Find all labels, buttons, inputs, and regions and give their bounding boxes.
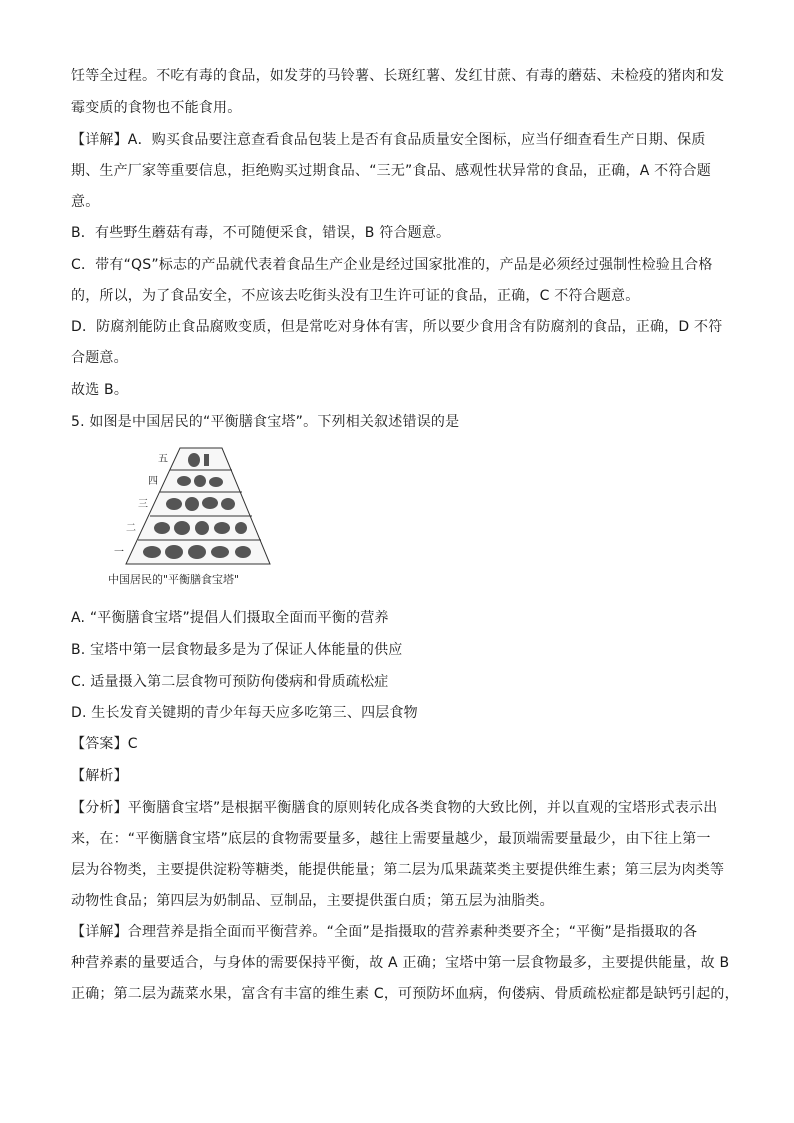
pyramid-level-label: 一 bbox=[114, 547, 124, 558]
option-b: B. 宝塔中第一层食物最多是为了保证人体能量的供应 bbox=[71, 642, 403, 658]
option-b-explanation: B．有些野生蘑菇有毒，不可随便采食，错误，B 符合题意。 bbox=[71, 225, 451, 241]
pyramid-level-label: 二 bbox=[126, 523, 136, 534]
analysis-line: 正确；第二层为蔬菜水果，富含有丰富的维生素 C，可预防坏血病，佝偻病、骨质疏松症都是缺钙引起的， bbox=[71, 986, 739, 1002]
option-d: D. 生长发育关键期的青少年每天应多吃第三、四层食物 bbox=[71, 705, 418, 721]
food-pyramid-illustration bbox=[104, 444, 276, 592]
conclusion-line: 故选 B。 bbox=[71, 382, 129, 398]
analysis-line: 层为谷物类，主要提供淀粉等糖类，能提供能量；第二层为瓜果蔬菜类主要提供维生素；第三层为肉类等 bbox=[71, 862, 725, 878]
text-line: 【详解】A．购买食品要注意查看食品包装上是否有食品质量安全图标，应当仔细查看生产日期、保质 bbox=[71, 132, 706, 148]
option-c-explanation: C．带有“QS”标志的产品就代表着食品生产企业是经过国家批准的，产品是必须经过强制性检验且合格 bbox=[71, 257, 713, 273]
text-line: 的，所以，为了食品安全，不应该去吃街头没有卫生许可证的食品，正确，C 不符合题意。 bbox=[71, 288, 640, 304]
pyramid-level-label: 五 bbox=[158, 454, 168, 465]
text-line: 合题意。 bbox=[71, 350, 128, 366]
option-a: A. “平衡膳食宝塔”提倡人们摄取全面而平衡的营养 bbox=[71, 610, 389, 626]
analysis-heading: 【解析】 bbox=[71, 768, 128, 784]
question-5-stem: 5. 如图是中国居民的“平衡膳食宝塔”。下列相关叙述错误的是 bbox=[71, 414, 460, 430]
pyramid-level-label: 三 bbox=[138, 499, 148, 510]
figure-caption: 中国居民的"平衡膳食宝塔" bbox=[108, 573, 240, 586]
analysis-line: 动物性食品；第四层为奶制品、豆制品，主要提供蛋白质；第五层为油脂类。 bbox=[71, 893, 554, 909]
text-line: 霉变质的食物也不能食用。 bbox=[71, 100, 242, 116]
answer-line: 【答案】C bbox=[71, 736, 138, 752]
food-pyramid-figure bbox=[104, 444, 276, 592]
analysis-line: 【分析】平衡膳食宝塔”是根据平衡膳食的原则转化成各类食物的大致比例，并以直观的宝塔形式表示出 bbox=[71, 800, 718, 816]
option-d-explanation: D．防腐剂能防止食品腐败变质，但是常吃对身体有害，所以要少食用含有防腐剂的食品，正确，D 不符 bbox=[71, 319, 723, 335]
option-c: C. 适量摄入第二层食物可预防佝偻病和骨质疏松症 bbox=[71, 674, 389, 690]
analysis-line: 【详解】合理营养是指全面而平衡营养。“全面”是指摄取的营养素种类要齐全；“平衡”是指摄取的各 bbox=[71, 924, 698, 940]
text-line: 意。 bbox=[71, 194, 100, 210]
pyramid-level-label: 四 bbox=[148, 476, 158, 487]
text-line: 期、生产厂家等重要信息，拒绝购买过期食品、“三无”食品、感观性状异常的食品，正确，A 不符合题 bbox=[71, 163, 711, 179]
text-line: 饪等全过程。不吃有毒的食品，如发芽的马铃薯、长斑红薯、发红甘蔗、有毒的蘑菇、未检疫的猪肉和发 bbox=[71, 68, 725, 84]
analysis-line: 来，在：“平衡膳食宝塔”底层的食物需要量多，越往上需要量越少，最顶端需要量最少，由下往上第一 bbox=[71, 831, 711, 847]
analysis-line: 种营养素的量要适合，与身体的需要保持平衡，故 A 正确；宝塔中第一层食物最多，主要提供能量，故 B bbox=[71, 955, 730, 971]
